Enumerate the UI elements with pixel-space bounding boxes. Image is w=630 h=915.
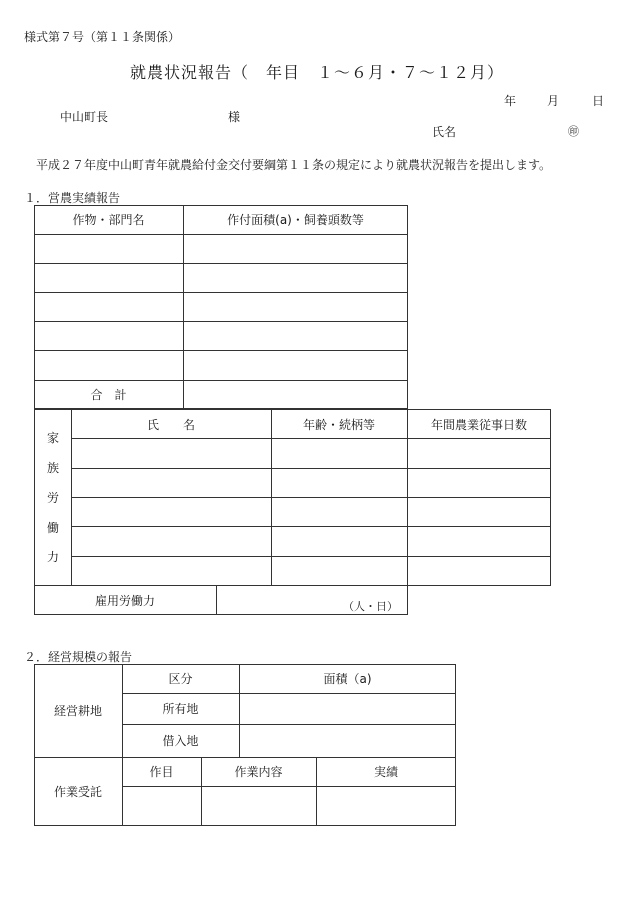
- date-year-label: 年: [504, 94, 517, 108]
- seal-mark: ㊞: [568, 125, 579, 138]
- member-days-field-3[interactable]: [408, 498, 550, 525]
- date-month-label: 月: [547, 94, 560, 108]
- section1-heading: １．営農実績報告: [24, 191, 121, 205]
- contract-result-col-header: 実績: [373, 765, 398, 779]
- total-area-field[interactable]: [184, 381, 407, 408]
- member-age-col-header: 年齢・続柄等: [302, 418, 375, 432]
- contract-item-col-header: 作目: [149, 765, 174, 779]
- member-days-field-5[interactable]: [408, 557, 550, 585]
- hired-labor-label: 雇用労働力: [94, 594, 155, 608]
- contract-item-field[interactable]: [123, 787, 200, 825]
- contract-content-col-header: 作業内容: [234, 765, 283, 779]
- intro-statement: 平成２７年度中山町青年就農給付金交付要綱第１１条の規定により就農状況報告を提出します。: [36, 158, 552, 172]
- hired-labor-field[interactable]: [217, 586, 337, 614]
- crop-area-field-3[interactable]: [184, 293, 407, 320]
- addressee-mayor: 中山町長: [60, 110, 109, 124]
- family-label-char-1: 家: [46, 431, 59, 445]
- date-day-label: 日: [592, 94, 605, 108]
- family-label-char-2: 族: [46, 461, 59, 475]
- member-name-field-2[interactable]: [72, 469, 270, 496]
- member-days-field-1[interactable]: [408, 439, 550, 467]
- member-days-field-2[interactable]: [408, 469, 550, 496]
- crop-name-field-1[interactable]: [35, 235, 182, 262]
- name-label: 氏名: [432, 125, 457, 139]
- land-label: 経営耕地: [53, 704, 102, 718]
- crop-name-field-4[interactable]: [35, 322, 182, 349]
- member-name-field-4[interactable]: [72, 527, 270, 555]
- member-name-field-1[interactable]: [72, 439, 270, 467]
- crop-area-field-4[interactable]: [184, 322, 407, 349]
- hired-labor-unit: （人・日）: [343, 600, 398, 613]
- leased-area-field[interactable]: [240, 725, 455, 756]
- member-name-field-3[interactable]: [72, 498, 270, 525]
- family-label-char-3: 労: [46, 491, 59, 505]
- member-days-col-header: 年間農業従事日数: [430, 418, 527, 432]
- member-name-col-header: 氏 名: [146, 418, 195, 432]
- member-age-field-3[interactable]: [272, 498, 406, 525]
- crop-area-field-1[interactable]: [184, 235, 407, 262]
- contract-label: 作業受託: [53, 785, 102, 799]
- addressee-honorific: 様: [228, 110, 241, 124]
- family-label-char-5: 力: [46, 550, 59, 564]
- member-age-field-5[interactable]: [272, 557, 406, 585]
- member-age-field-2[interactable]: [272, 469, 406, 496]
- owned-land-label: 所有地: [162, 702, 199, 716]
- contract-result-field[interactable]: [317, 787, 455, 825]
- member-age-field-4[interactable]: [272, 527, 406, 555]
- member-days-field-4[interactable]: [408, 527, 550, 555]
- leased-land-label: 借入地: [162, 734, 199, 748]
- member-age-field-1[interactable]: [272, 439, 406, 467]
- page-title: 就農状況報告（ 年目 １～６月・７～１２月）: [130, 63, 505, 82]
- owned-area-field[interactable]: [240, 694, 455, 723]
- form-number: 様式第７号（第１１条関係）: [24, 30, 181, 44]
- total-label: 合 計: [90, 388, 127, 402]
- crop-name-field-3[interactable]: [35, 293, 182, 320]
- member-name-field-5[interactable]: [72, 557, 270, 585]
- contract-content-field[interactable]: [202, 787, 315, 825]
- crop-area-field-5[interactable]: [184, 351, 407, 379]
- section2-heading: ２．経営規模の報告: [24, 650, 133, 664]
- menseki-col-header: 面積（a): [323, 672, 372, 686]
- family-label-char-4: 働: [46, 521, 59, 535]
- area-col-header: 作付面積(a)・飼養頭数等: [227, 213, 364, 227]
- crop-area-field-2[interactable]: [184, 264, 407, 291]
- kubun-col-header: 区分: [168, 672, 193, 686]
- crop-name-field-2[interactable]: [35, 264, 182, 291]
- crop-name-field-5[interactable]: [35, 351, 182, 379]
- crop-col-header: 作物・部門名: [72, 213, 145, 227]
